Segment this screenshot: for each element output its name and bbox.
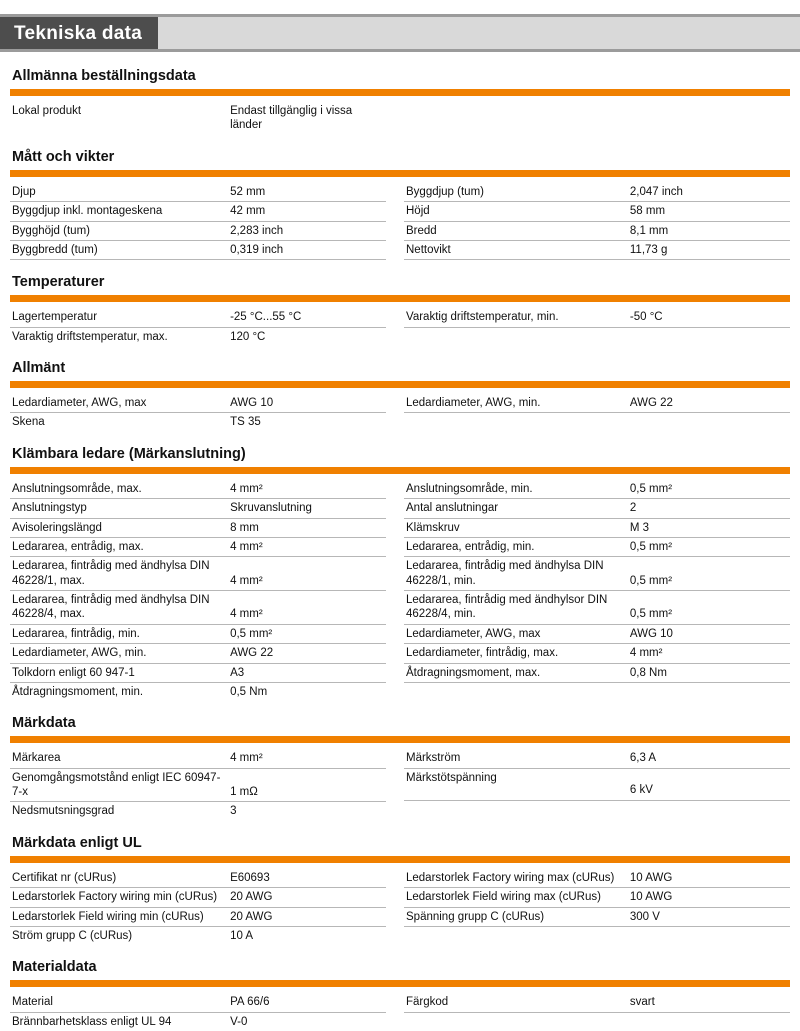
spec-value: Endast tillgänglig i vissa länder	[230, 105, 353, 132]
spec-label: Brännbarhetsklass enligt UL 94	[12, 1015, 172, 1028]
spec-value: 4 mm²	[230, 574, 263, 587]
spec-grid	[10, 480, 790, 702]
spec-value: M 3	[629, 521, 650, 534]
table-row	[404, 908, 790, 927]
table-row	[404, 591, 790, 625]
table-row	[10, 749, 386, 768]
spec-grid	[10, 993, 790, 1031]
spec-label: Varaktig driftstemperatur, max.	[12, 330, 168, 343]
section-divider	[10, 467, 790, 474]
spec-label: Ledardiameter, AWG, max	[12, 397, 147, 409]
spec-value: 0,319 inch	[230, 243, 284, 256]
table-row	[10, 888, 386, 907]
spec-label: Tolkdorn enligt 60 947-1	[12, 666, 135, 679]
spec-label: Ledarstorlek Field wiring min (cURus)	[12, 910, 204, 923]
table-row	[10, 644, 386, 663]
spec-label: Ledararea, fintrådig med ändhylsa DIN 46228/1, max.	[12, 560, 210, 587]
spec-value: 0,8 Nm	[629, 666, 667, 679]
table-row	[404, 394, 790, 413]
section-title: Materialdata	[12, 959, 97, 976]
spec-section	[10, 149, 790, 261]
spec-label: Höjd	[406, 205, 430, 218]
spec-column-right	[400, 749, 790, 821]
spec-value: 0,5 mm²	[629, 574, 673, 587]
table-row	[404, 183, 790, 202]
table-row	[10, 683, 386, 701]
spec-value: 300 V	[629, 910, 660, 923]
section-divider	[10, 295, 790, 302]
spec-label: Byggbredd (tum)	[12, 243, 98, 256]
spec-value: 20 AWG	[230, 910, 273, 923]
table-row	[10, 557, 386, 591]
spec-value: 4 mm²	[230, 752, 263, 765]
spec-label: Ledararea, fintrådig med ändhylsa DIN 46228/4, max.	[12, 594, 210, 621]
spec-section	[10, 68, 790, 135]
section-title: Klämbara ledare (Märkanslutning)	[12, 445, 246, 462]
spec-value: -50 °C	[629, 311, 663, 324]
spec-column-left	[10, 993, 400, 1031]
spec-label: Genomgångsmotstånd enligt IEC 60947-7-x	[12, 771, 221, 798]
spec-section	[10, 274, 790, 346]
spec-label: Lokal produkt	[12, 105, 82, 117]
page-title: Tekniska data	[0, 17, 158, 49]
spec-column-left	[10, 183, 400, 261]
table-row	[404, 222, 790, 241]
spec-value: 42 mm	[230, 205, 266, 218]
table-row	[10, 802, 386, 820]
spec-column-right	[400, 102, 790, 135]
table-row	[404, 888, 790, 907]
spec-label: Ledararea, fintrådig, min.	[12, 627, 140, 640]
spec-value: 4 mm²	[230, 482, 263, 495]
spec-grid	[10, 183, 790, 261]
table-row	[404, 202, 790, 221]
spec-grid	[10, 749, 790, 821]
section-title: Allmänt	[12, 360, 66, 376]
table-row	[10, 927, 386, 945]
spec-label: Ledardiameter, AWG, min.	[12, 647, 147, 660]
spec-section	[10, 959, 790, 1031]
section-divider	[10, 89, 790, 96]
spec-label: Antal anslutningar	[406, 502, 499, 515]
table-row	[10, 519, 386, 538]
spec-section	[10, 360, 790, 432]
spec-label: Anslutningsområde, max.	[12, 482, 142, 495]
spec-value: A3	[230, 666, 245, 679]
spec-label: Ledarstorlek Field wiring max (cURus)	[406, 891, 601, 904]
spec-value: 10 AWG	[629, 891, 673, 904]
table-row	[10, 308, 386, 327]
spec-column-left	[10, 102, 400, 135]
table-row	[10, 1013, 386, 1031]
spec-value: 4 mm²	[230, 608, 263, 621]
spec-label: Certifikat nr (cURus)	[12, 871, 117, 884]
spec-value: 11,73 g	[629, 243, 668, 256]
spec-label: Klämskruv	[406, 521, 460, 534]
table-row	[404, 625, 790, 644]
section-divider	[10, 856, 790, 863]
spec-value: 8 mm	[230, 521, 259, 534]
table-row	[404, 241, 790, 260]
spec-section	[10, 446, 790, 702]
table-row	[404, 769, 790, 801]
spec-label: Åtdragningsmoment, max.	[406, 666, 541, 679]
spec-label: Ledararea, fintrådig med ändhylsor DIN 46228/4, min.	[406, 594, 608, 621]
spec-column-right	[400, 183, 790, 261]
spec-value: 0,5 mm²	[629, 540, 673, 553]
table-row	[404, 644, 790, 663]
spec-value: 4 mm²	[230, 540, 263, 553]
spec-label: Märkstötspänning	[406, 771, 497, 784]
page-titlebar	[0, 14, 800, 52]
table-row	[404, 480, 790, 499]
spec-label: Avisoleringslängd	[12, 521, 102, 534]
table-row	[10, 241, 386, 260]
spec-label: Ledardiameter, AWG, min.	[406, 397, 541, 409]
spec-label: Bygghöjd (tum)	[12, 224, 90, 237]
spec-column-left	[10, 394, 400, 432]
table-row	[10, 769, 386, 803]
spec-value: V-0	[230, 1015, 248, 1028]
spec-grid	[10, 869, 790, 946]
spec-label: Ledarstorlek Factory wiring max (cURus)	[406, 871, 615, 884]
spec-label: Anslutningsområde, min.	[406, 482, 533, 495]
table-row	[10, 328, 386, 346]
spec-grid	[10, 308, 790, 346]
section-divider	[10, 980, 790, 987]
spec-label: Ledardiameter, AWG, max	[406, 627, 541, 640]
spec-value: svart	[629, 996, 655, 1009]
spec-label: Byggdjup inkl. montageskena	[12, 205, 163, 218]
spec-column-left	[10, 749, 400, 821]
spec-value: 120 °C	[230, 330, 266, 343]
table-row	[10, 625, 386, 644]
table-row	[10, 413, 386, 431]
spec-grid	[10, 102, 790, 135]
section-title: Märkdata	[12, 715, 76, 732]
spec-label: Nedsmutsningsgrad	[12, 805, 115, 818]
spec-value: AWG 22	[230, 647, 274, 660]
section-divider	[10, 381, 790, 388]
spec-section	[10, 835, 790, 946]
spec-label: Åtdragningsmoment, min.	[12, 685, 144, 698]
table-row	[10, 664, 386, 683]
technical-data-page	[0, 14, 800, 1031]
table-row	[10, 202, 386, 221]
spec-value: 52 mm	[230, 185, 266, 198]
sections-container	[0, 68, 800, 1031]
spec-value: 0,5 mm²	[629, 482, 673, 495]
spec-value: -25 °C...55 °C	[230, 311, 302, 324]
spec-column-left	[10, 869, 400, 946]
spec-value: 2,283 inch	[230, 224, 284, 237]
table-row	[10, 480, 386, 499]
section-divider	[10, 736, 790, 743]
spec-value: 0,5 Nm	[230, 685, 268, 698]
table-row	[10, 869, 386, 888]
spec-value: 4 mm²	[629, 647, 663, 660]
spec-value: AWG 10	[230, 397, 274, 409]
spec-column-left	[10, 308, 400, 346]
spec-column-right	[400, 993, 790, 1031]
spec-value: 1 mΩ	[230, 786, 258, 798]
spec-label: Spänning grupp C (cURus)	[406, 910, 545, 923]
spec-value: 10 A	[230, 929, 254, 942]
table-row	[10, 538, 386, 557]
spec-value: TS 35	[230, 416, 261, 429]
spec-column-right	[400, 308, 790, 346]
spec-value: AWG 22	[629, 397, 673, 409]
spec-label: Märkström	[406, 752, 461, 765]
spec-label: Lagertemperatur	[12, 311, 98, 324]
spec-value: 0,5 mm²	[230, 627, 273, 640]
spec-value: 20 AWG	[230, 891, 273, 904]
table-row	[10, 183, 386, 202]
spec-label: Ledararea, entrådig, min.	[406, 540, 535, 553]
spec-label: Ström grupp C (cURus)	[12, 929, 133, 942]
table-row	[404, 664, 790, 683]
spec-value: AWG 10	[629, 627, 673, 640]
spec-label: Anslutningstyp	[12, 502, 87, 515]
spec-label: Material	[12, 996, 53, 1009]
titlebar-filler	[158, 17, 800, 49]
spec-value: 6,3 A	[629, 752, 657, 765]
section-title: Mått och vikter	[12, 148, 115, 165]
spec-label: Nettovikt	[406, 243, 451, 256]
table-row	[10, 102, 386, 135]
table-row	[10, 394, 386, 413]
spec-label: Djup	[12, 185, 36, 198]
spec-label: Varaktig driftstemperatur, min.	[406, 311, 559, 324]
spec-value: PA 66/6	[230, 996, 270, 1009]
table-row	[10, 591, 386, 625]
spec-label: Ledararea, entrådig, max.	[12, 540, 144, 553]
table-row	[10, 222, 386, 241]
spec-label: Bredd	[406, 224, 437, 237]
spec-label: Skena	[12, 416, 45, 429]
table-row	[404, 499, 790, 518]
spec-grid	[10, 394, 790, 432]
spec-label: Byggdjup (tum)	[406, 185, 484, 198]
section-title: Allmänna beställningsdata	[12, 68, 196, 84]
spec-value: 6 kV	[629, 784, 653, 797]
spec-column-left	[10, 480, 400, 702]
section-title: Temperaturer	[12, 274, 105, 291]
table-row	[10, 499, 386, 518]
table-row	[10, 993, 386, 1012]
spec-column-right	[400, 869, 790, 946]
table-row	[10, 908, 386, 927]
table-row	[404, 749, 790, 768]
spec-value: 3	[230, 805, 237, 818]
spec-label: Ledardiameter, fintrådig, max.	[406, 647, 559, 660]
spec-value: 0,5 mm²	[629, 608, 673, 621]
spec-value: 2	[629, 502, 637, 515]
spec-section	[10, 715, 790, 821]
table-row	[404, 308, 790, 327]
spec-label: Färgkod	[406, 996, 449, 1009]
spec-value: 8,1 mm	[629, 224, 669, 237]
spec-value: E60693	[230, 871, 270, 884]
table-row	[404, 869, 790, 888]
spec-label: Märkarea	[12, 752, 61, 765]
table-row	[404, 993, 790, 1012]
section-divider	[10, 170, 790, 177]
spec-label: Ledarstorlek Factory wiring min (cURus)	[12, 891, 218, 904]
spec-value: 2,047 inch	[629, 185, 683, 198]
spec-column-right	[400, 394, 790, 432]
table-row	[404, 519, 790, 538]
table-row	[404, 538, 790, 557]
spec-column-right	[400, 480, 790, 702]
spec-value: 58 mm	[629, 205, 666, 218]
spec-value: Skruvanslutning	[230, 502, 312, 515]
section-title: Märkdata enligt UL	[12, 834, 142, 851]
spec-label: Ledararea, fintrådig med ändhylsa DIN 46228/1, min.	[406, 560, 604, 587]
spec-value: 10 AWG	[629, 871, 673, 884]
table-row	[404, 557, 790, 591]
